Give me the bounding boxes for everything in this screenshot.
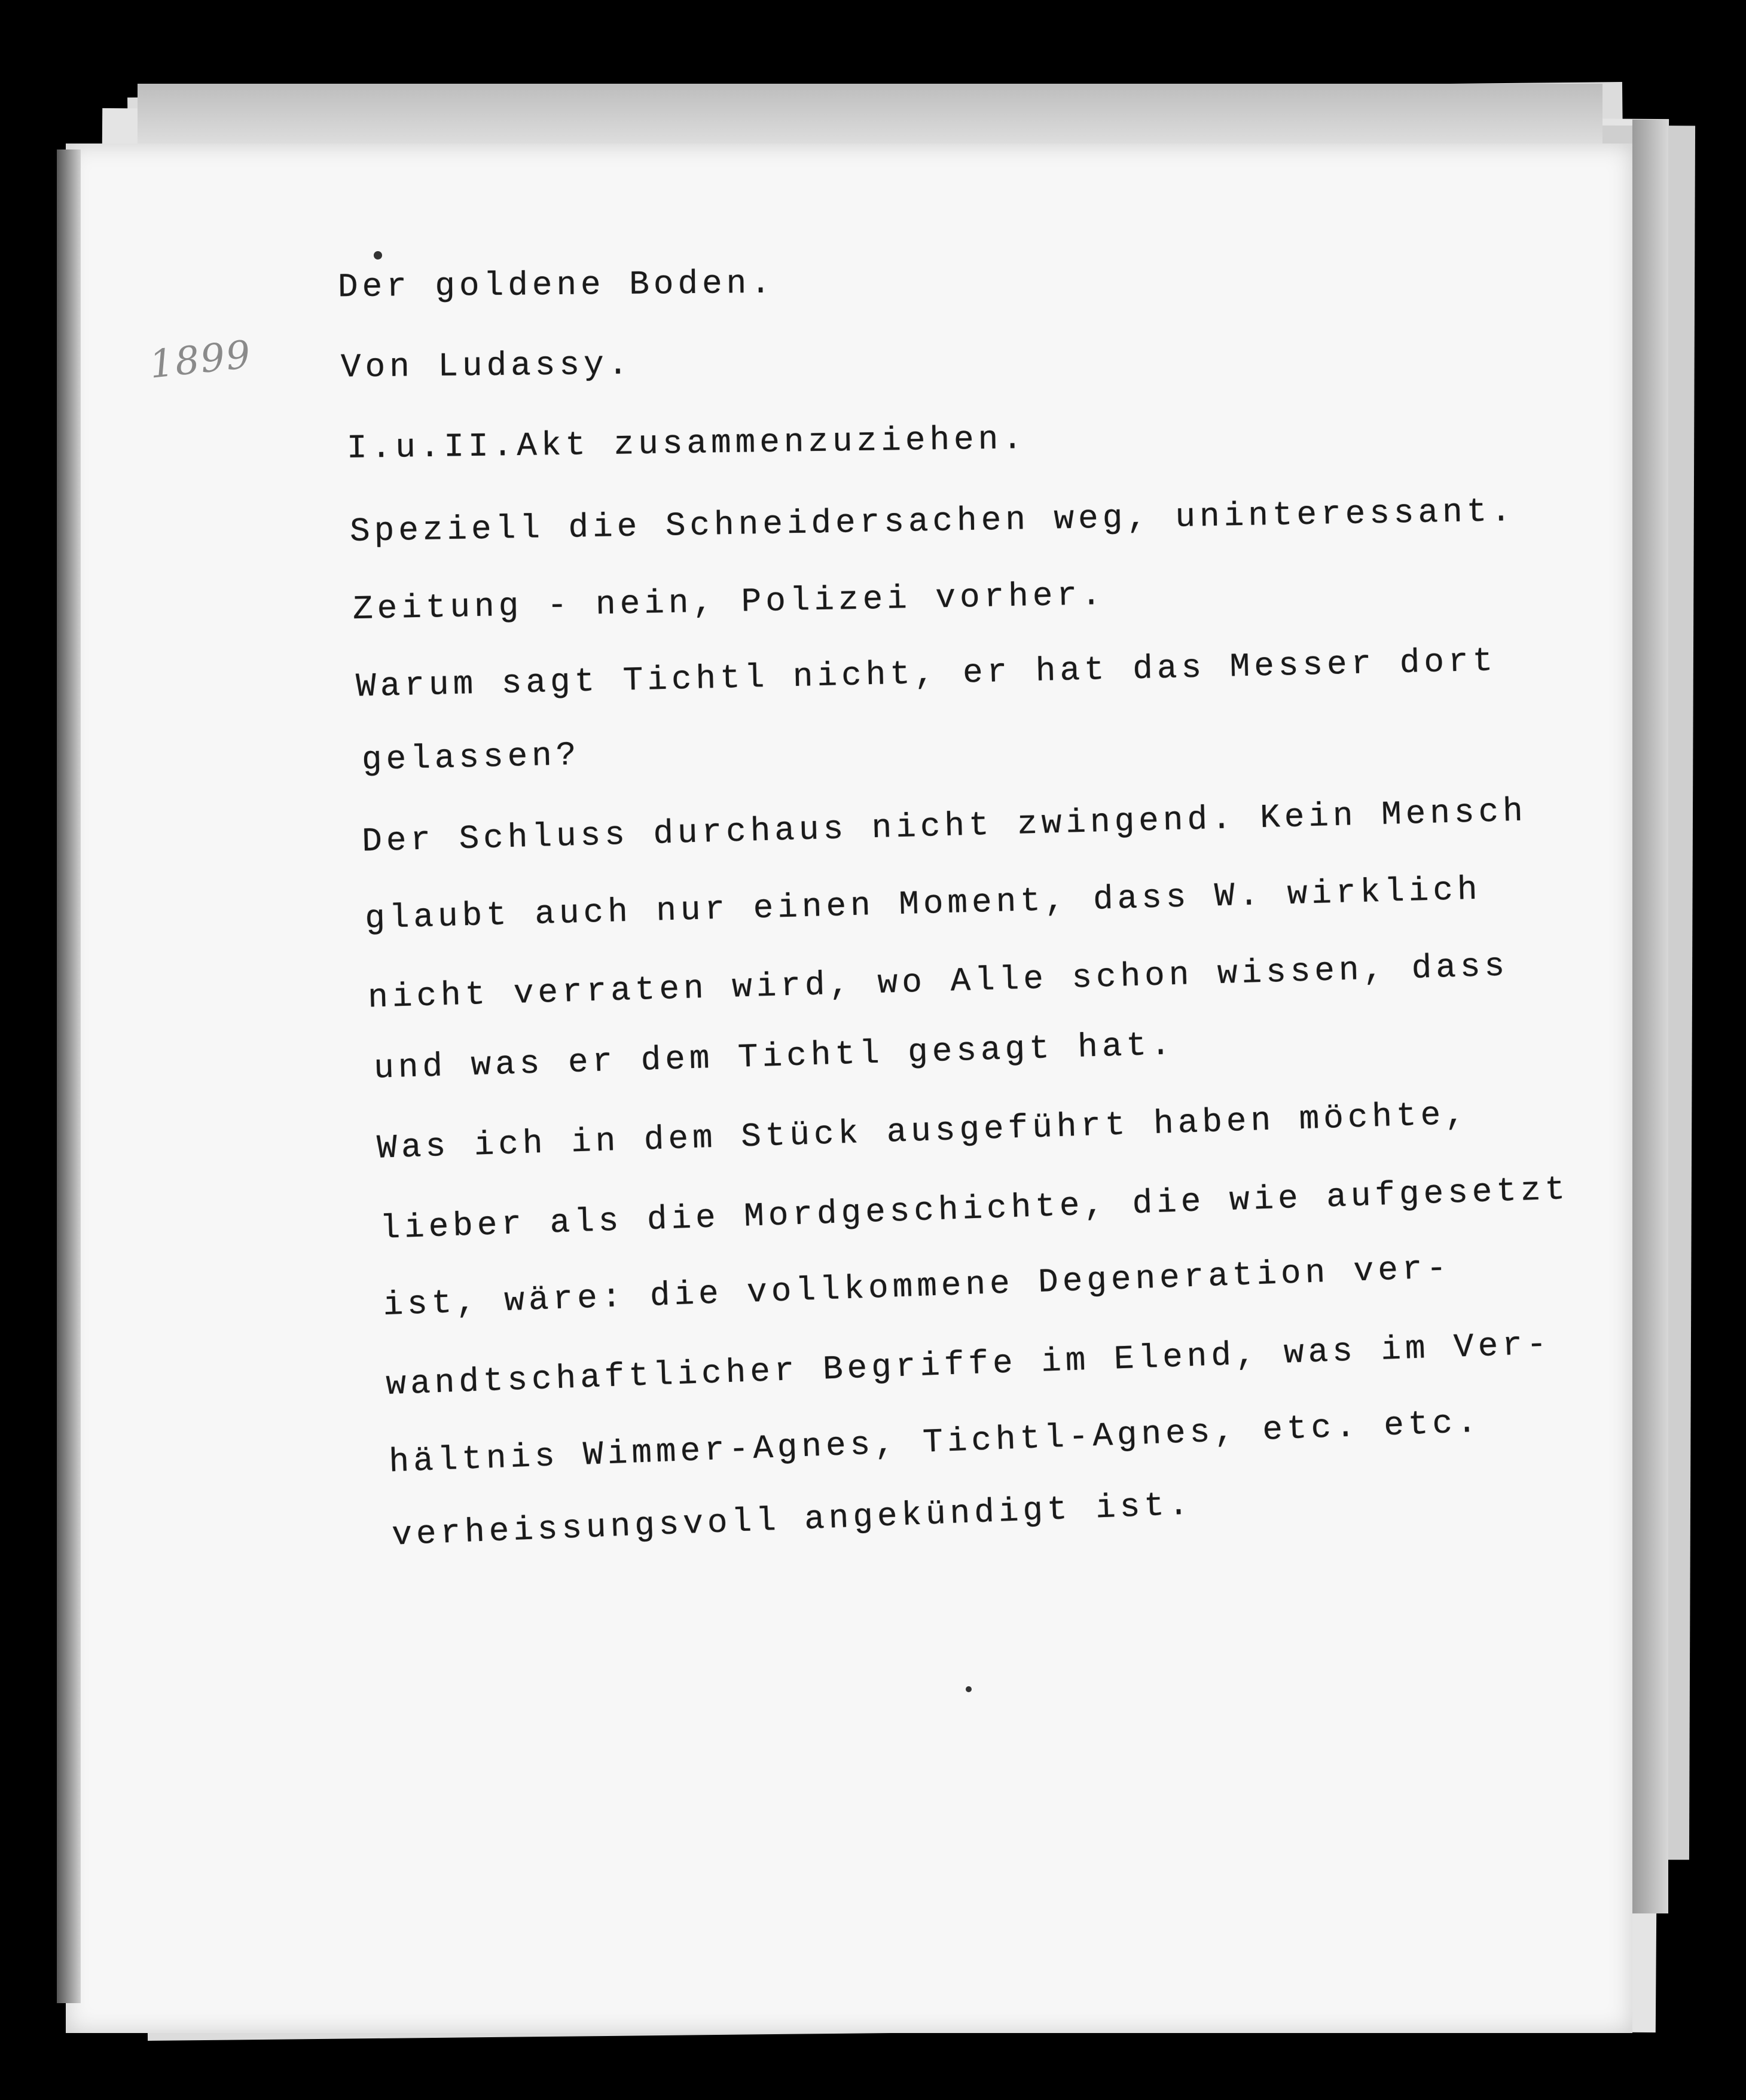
- paper-shadow: [1632, 120, 1668, 1913]
- paper-shadow: [138, 84, 1602, 149]
- text-line: I.u.II.Akt zusammenzuziehen.: [346, 420, 1027, 468]
- document-author: Von Ludassy.: [340, 345, 633, 387]
- paper-shadow: [57, 149, 81, 2003]
- text-line: gelassen?: [361, 735, 581, 780]
- text-line: nicht verraten wird, wo Alle schon wissen, dass: [367, 947, 1509, 1017]
- margin-note: 1899: [147, 332, 254, 387]
- text-line: ist, wäre: die vollkommene Degeneration ver-: [382, 1249, 1452, 1325]
- ink-dot: [966, 1686, 972, 1692]
- text-line: Zeitung - nein, Polizei vorher.: [352, 575, 1106, 629]
- text-line: Speziell die Schneidersachen weg, uninteressant.: [349, 492, 1516, 551]
- text-line: verheissungsvoll angekündigt ist.: [391, 1485, 1193, 1555]
- text-line: glaubt auch nur einen Moment, dass W. wirklich: [364, 870, 1482, 938]
- ink-dot: [374, 251, 382, 260]
- text-line: lieber als die Mordgeschichte, die wie aufgesetzt: [379, 1170, 1570, 1248]
- text-line: Der Schluss durchaus nicht zwingend. Kein Mensch: [361, 792, 1528, 861]
- text-line: Warum sagt Tichtl nicht, er hat das Messer dort: [355, 642, 1497, 706]
- text-line: hältnis Wimmer-Agnes, Tichtl-Agnes, etc. etc.: [388, 1403, 1482, 1482]
- text-line: wandtschaftlicher Begriffe im Elend, was im Ver-: [385, 1325, 1552, 1404]
- text-line: und was er dem Tichtl gesagt hat.: [373, 1025, 1176, 1088]
- document-title: Der goldene Boden.: [337, 264, 776, 307]
- text-line: Was ich in dem Stück ausgeführt haben möchte,: [376, 1095, 1470, 1168]
